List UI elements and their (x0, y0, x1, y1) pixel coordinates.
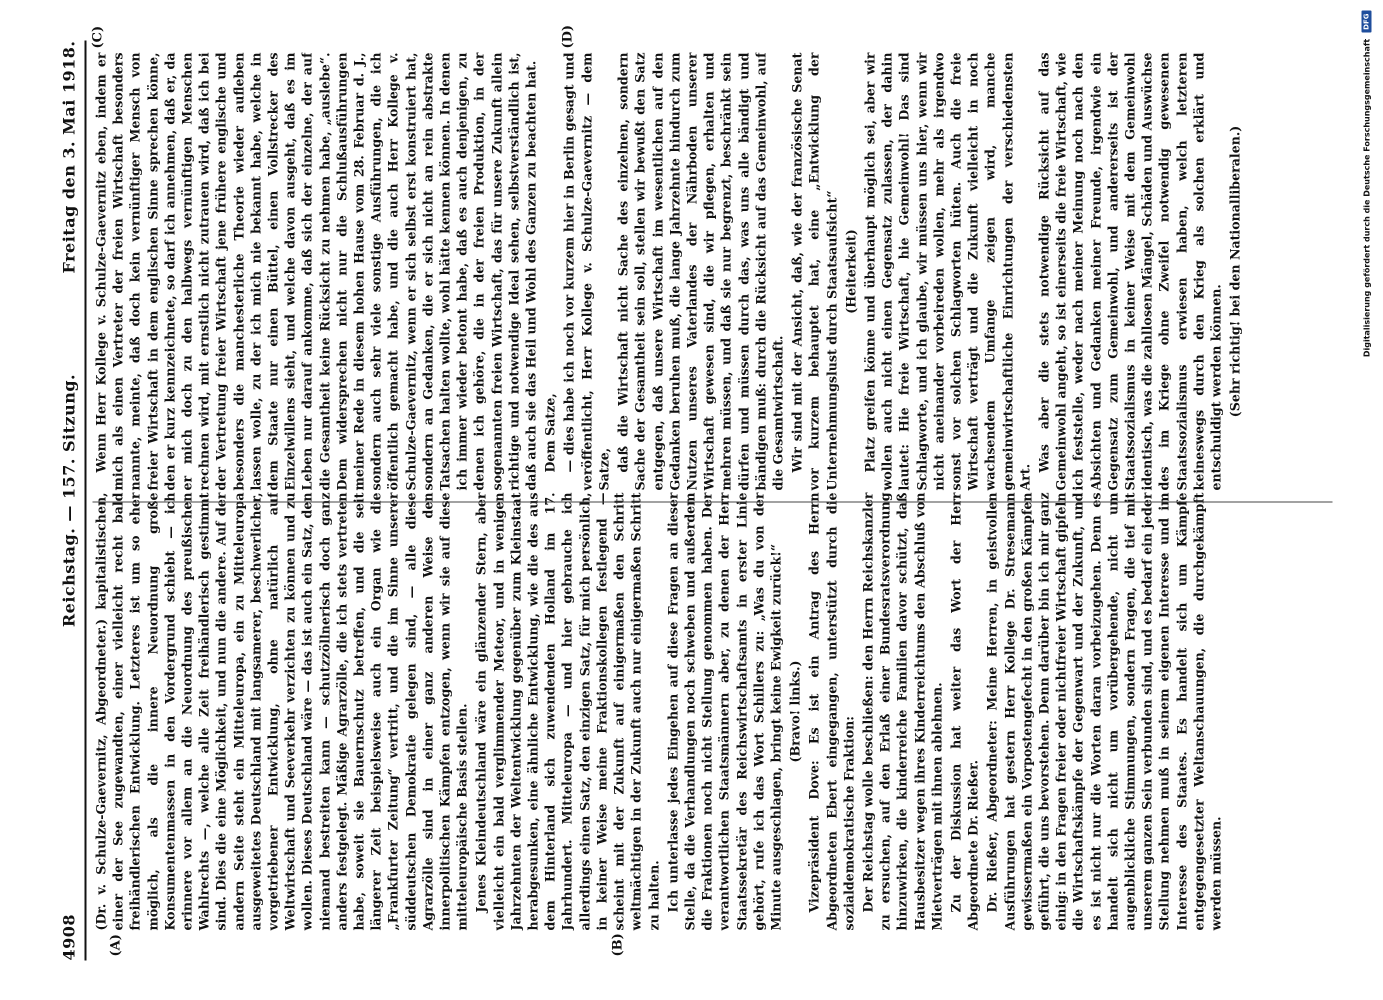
left-paragraph: Jenes Kleindeutschland wäre ein glänzender Stern, aber vielleicht ein bald verglimmender Meteor, und in wenigen Jahrzehnten der Weltentwicklung gegenüber zum Kleinstaat herabgesunken, eine ähnliche Entwicklung, wie die des aus dem Hinterland sich zuwendenden Holland im 17. Jahrhundert. Mitteleuropa — und hier gebrauche ich allerdings einen Satz, den einzigen Satz, für mich persönlich, in keiner Weise meine Fraktionskollegen festlegend — scheint mit der Zukunft auf einigermaßen den Schritt weltmächtigen in der Zukunft auch nur einigermaßen Schritt zu halten. (473, 492, 661, 930)
session-title: Reichstag. — 157. Sitzung. (59, 373, 78, 627)
right-paragraph: Wenn Herr Kollege v. Schulze-Gaevernitz eben, indem er mich als einen Vertreter der freien Wirtschaft besonders nannte, meinte, daß doch kein vernünftiger Mensch von freier Wirtschaft in dem englischen Sinne sprechen könne, den er kurz kennzeichnete, so darf ich annehmen, daß er, da er mich doch zu den halbwegs vernünftigen Menschen rechnen wird, mit ernstlich nicht zutrauen wird, daß ich bei der Vertretung freier Wirtschaft jene frühere englische und besonders die manchesterliche Theorie wieder aufleben lassen wolle, zu der ich mich nie bekannt habe, welche in dem Staate nur einen Büttel, einen Vollstrecker des Einzelwillens sieht, und welche davon ausgeht, daß es im Leben nur darauf ankomme, daß sich der einzelne, der auf die Gesamtheit keine Rücksicht zu nehmen habe, „auslebe“. Dem widersprechen nicht nur die Schlußausführungen meiner Rede in diesem hohen Hause vom 28. Februar d. J., sondern auch sehr viele sonstige Ausführungen, die ich öffentlich gemacht habe, und die auch Herr Kollege v. Schulze-Gaevernitz, wenn er sich selbst erst konstruiert hat, sondern an Gedanken, die er sich nicht an rein abstrakte Tatsachen halten wollte, wohl hätte kennen können. In denen ich immer wieder betont habe, daß es auch denjenigen, zu denen ich gehöre, die in der freien Produktion, in der sogenannten freien Wirtschaft, das für unsere Zukunft allein richtige und notwendige Ideal sehen, selbstverständlich ist, daß auch sie das Heil und Wohl des Ganzen zu beachten hat. (93, 52, 539, 490)
left-paragraph: Ich unterlasse jedes Eingehen auf diese Fragen an dieser Stelle, da die Verhandlungen noch schweben und außerdem die Fraktionen noch nicht Stellung genommen haben. Der verantwortlichen Staatsmännern aber, zu denen der Herr Staatssekretär des Reichswirtschaftsamts in erster Linie gehört, rufe ich das Wort Schillers zu: „Was du von der Minute ausgeschlagen, bringt keine Ewigkeit zurück!“ (664, 492, 783, 930)
dfg-logo: DFG (1361, 10, 1371, 32)
right-column (92, 52, 1342, 490)
left-paragraph: (Bravo! links.) (787, 660, 803, 762)
margin-marker-c: (C) (90, 25, 105, 48)
margin-marker-a: (A) (108, 933, 123, 956)
left-column (92, 492, 1342, 930)
right-paragraph: (Sehr richtig! bei den Nationalliberalen.) (1227, 125, 1243, 417)
session-date: Freitag den 3. Mai 1918. (59, 40, 78, 273)
left-paragraph: Der Reichstag wolle beschließen: den Herrn Reichskanzler zu ersuchen, auf den Erlaß einer Bundesratsverordnung hinzuwirken, die kinderreiche Familien davor schützt, daß Hausbesitzer wegen ihres Kinderreichtums den Abschluß von Mietverträgen mit ihnen ablehnen. (859, 492, 944, 930)
right-paragraph: (Heiterkeit) (842, 228, 858, 314)
credit-text: Digitalisierung gefördert durch die Deutsche Forschungsgemeinschaft (1361, 38, 1371, 357)
left-paragraph: Zu der Diskussion hat weiter das Wort der Herr Abgeordnete Dr. Rießer. (947, 492, 981, 930)
right-paragraph: Was aber die stets notwendige Rücksicht auf das Gemeinwohl angeht, so ist einerseits die freie Wirtschaft, wie ich feststelle, weder nach meiner Meinung noch nach den Absichten und Gedanken meiner Freunde, irgendwie ein Gegensatz zum Gemeinwohl, und andererseits ist der Staatssozialismus in keiner Weise mit dem Gemeinwohl identisch, was die zahllosen Mängel, Schäden und Auswüchse des im Kriege ohne Zweifel notwendig gewesenen Staatssozialismus erwiesen haben, welch letzteren keineswegs durch den Krieg als solchen erklärt und entschuldigt werden können. (1035, 52, 1223, 490)
page-number: 4908 (59, 913, 78, 960)
header-rule (84, 40, 86, 960)
right-paragraph: Wir sind mit der Ansicht, daß, wie der französische Senat vor kurzem behauptet hat, eine „Entwicklung der Unternehmungslust durch Staatsaufsicht“ (789, 52, 839, 490)
right-paragraph: Platz greifen könne und überhaupt möglich sei, aber wir wollen auch nicht einen Gegensatz zulassen, der dahin lautet: Hie freie Wirtschaft, hie Gemeinwohl! Das sind Schlagworte, und ich glaube, wir müssen uns hier, wenn wir nicht aneinander vorbeireden wollen, mehr als irgendwo sonst vor solchen Schlagworten hüten. Auch die freie Wirtschaft verträgt und die Zukunft vielleicht in noch wachsendem Umfange zeigen wird, manche gemeinwirtschaftliche Einrichtungen der verschiedensten Art. (861, 52, 1032, 490)
margin-marker-b: (B) (610, 932, 625, 956)
left-paragraph: Dr. Rießer, Abgeordneter: Meine Herren, in geistvollen Ausführungen hat gestern Herr Kollege Dr. Stresemann gewissermaßen ein Vorpostengefecht in den großen Kämpfen geführt, die uns bevorstehen. Denn darüber bin ich mir ganz einig: in den Fragen freier oder nichtfreier Wirtschaft gipfeln die Wirtschaftskämpfe der Gegenwart und der Zukunft, und es ist nicht nur die Worten daran vorbeizugehen. Denn es handelt sich nicht um vorübergehende, nicht um augenblickliche Stimmungen, sondern Fragen, die tief mit unserem ganzen Sein verbunden sind, und es bedarf ein jeder Stellung nehmen muß in seinem eigenen Interesse und im Interesse des Staates. Es handelt sich um Kämpfe entgegengesetzter Weltanschauungen, die durchgekämpft werden müssen. (984, 492, 1223, 930)
page-header (48, 40, 78, 960)
right-paragraph: — dies habe ich noch vor kurzem hier in Berlin gesagt und veröffentlicht, Herr Kollege v. Schulze-Gaevernitz — dem Satze, (561, 52, 611, 490)
margin-marker-d: (D) (560, 24, 575, 48)
left-paragraph: (Dr. v. Schulze-Gaevernitz, Abgeordneter.) kapitalistischen, einer der See zugewandten, einer vielleicht recht bald freihändlerischen Entwicklung. Letzteres ist um so eher möglich, als die innere Neuordnung große Konsumentenmassen in den Vordergrund schiebt — ich erinnere vor allem an die Neuordnung des preußischen Wahlrechts —, welche alle Zeit freihändlerisch gestimmt sind. Dies die eine Möglichkeit, und nun die andere. Auf der andern Seite steht ein Mitteleuropa, ein zu Mitteleuropa ausgeweitetes Deutschland mit langsamerer, beschwerlicher, vorgetriebener Entwicklung, ohne natürlich auf Weltwirtschaft und Seeverkehr verzichten zu können und zu wollen. Dieses Deutschland wäre — das ist auch ein Satz, den niemand bestreiten kann — schutzzöllnerisch doch ganz anders festgelegt. Mäßige Agrarzölle, die ich stets vertreten habe, soweit sie Bauernschutz betreffen, und die seit längerer Zeit beispielsweise auch ein Organ wie die „Frankfurter Zeitung“ vertritt, und die im Sinne unserer süddeutschen Demokratie gelegen sind, — alle diese Agrarzölle sind in einer ganz anderen Weise den innerpolitischen Kämpfen entzogen, wenn wir sie auf diese mitteleuropäische Basis stellen. (93, 492, 470, 930)
right-paragraph: Dem Satze, (542, 392, 558, 472)
right-paragraph: daß die Wirtschaft nicht Sache des einzelnen, sondern Sache der Gesamtheit sein soll, stellen wir bewußt den Satz entgegen, daß unsere Wirtschaft im wesentlichen auf den Gedanken beruhen muß, die lange Jahrzehnte hindurch zum Nutzen unseres Vaterlandes der Nährboden unserer Wirtschaft gewesen sind, die wir pflegen, erhalten und mehren müssen, und daß sie nur begrenzt, beschränkt sein dürfen und müssen durch das, was uns alle bändigt und bändigen muß: durch die Rücksicht auf das Gemeinwohl, auf die Gesamtwirtschaft. (615, 52, 785, 490)
digitization-credit (1361, 0, 1371, 357)
left-paragraph: Vizepräsident Dove: Es ist ein Antrag des Herrn Abgeordneten Ebert eingegangen, unterstützt durch die sozialdemokratische Fraktion: (806, 492, 856, 930)
column-divider (92, 501, 1332, 502)
